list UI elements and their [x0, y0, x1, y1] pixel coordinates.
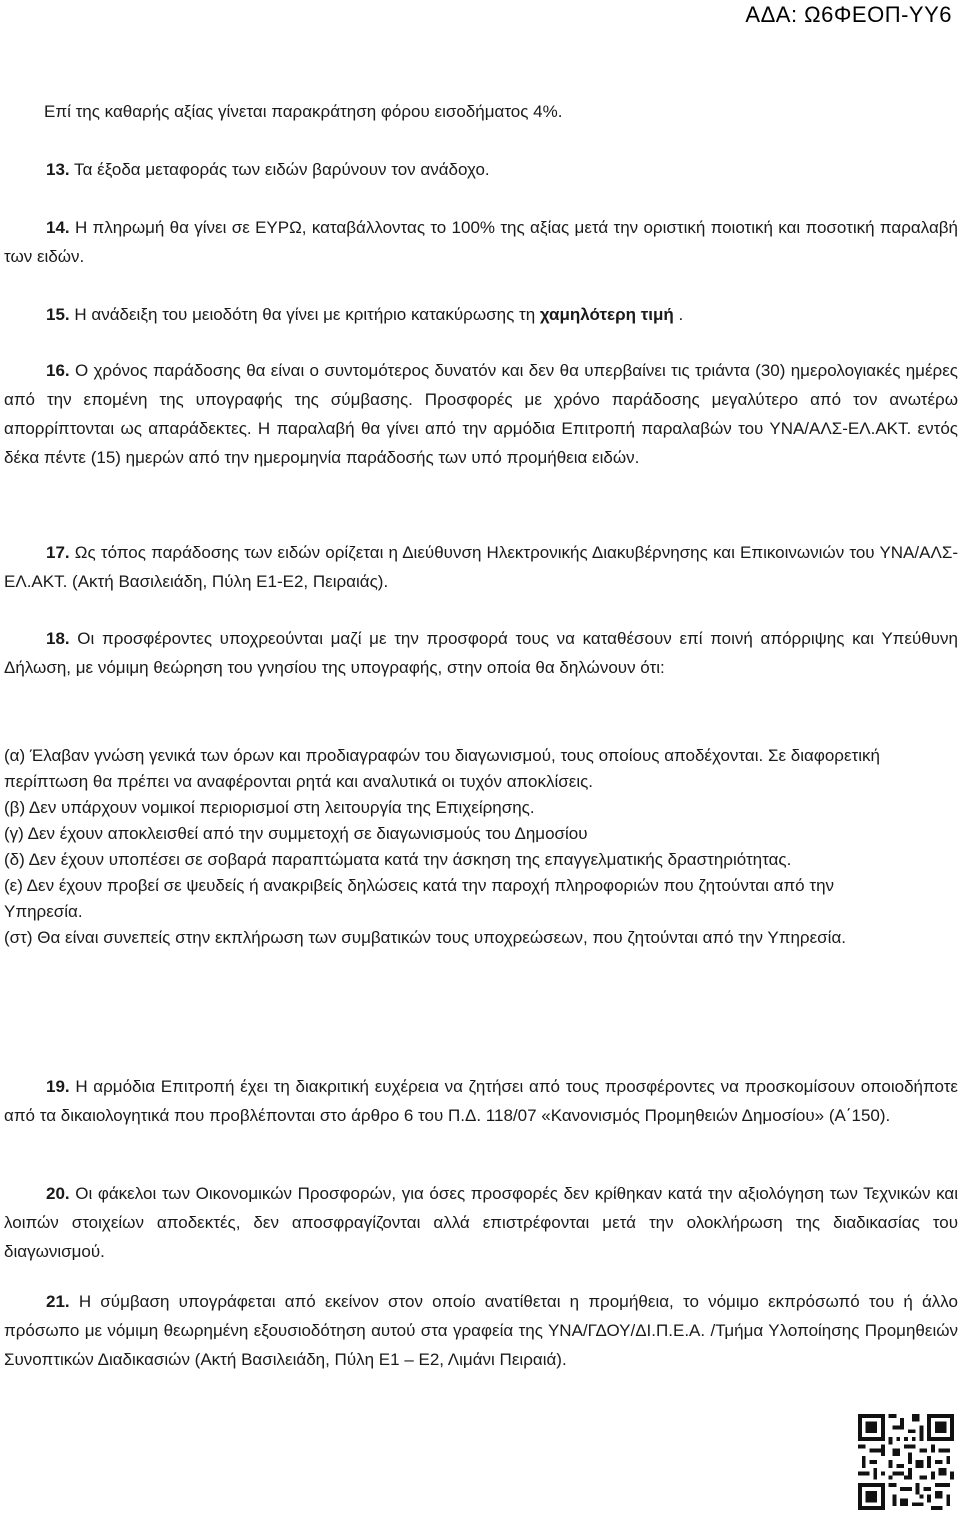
- qr-code-icon: [858, 1414, 954, 1510]
- item-number: 14.: [46, 218, 70, 237]
- item-number: 15.: [46, 305, 70, 324]
- paragraph-14: [4, 213, 958, 271]
- item-text: Οι προσφέροντες υποχρεούνται μαζί με την προσφορά τους να καταθέσουν επί ποινή απόρριψης και Υπεύθυνη Δήλωση, με νόμιμη θεώρηση του γνησίου της υπογραφής, στην οποία θα δηλώνουν ότι:: [4, 629, 958, 677]
- item-number: 13.: [46, 160, 70, 179]
- item-number: 17.: [46, 543, 70, 562]
- item-text: Ως τόπος παράδοσης των ειδών ορίζεται η Διεύθυνση Ηλεκτρονικής Διακυβέρνησης και Επικοινωνιών του ΥΝΑ/ΑΛΣ-ΕΛ.ΑΚΤ. (Ακτή Βασιλειάδη, Πύλη Ε1-Ε2, Πειραιάς).: [4, 543, 958, 591]
- document-code: ΑΔΑ: Ω6ΦΕΟΠ-ΥΥ6: [745, 2, 952, 27]
- item-number: 18.: [46, 629, 70, 648]
- item-text: Ο χρόνος παράδοσης θα είναι ο συντομότερος δυνατόν και δεν θα υπερβαίνει τις τριάντα (30) ημερολογιακές ημέρες από την επομένη της υπογραφής της σύμβασης. Προσφορές με χρόνο παράδοσης μεγαλύτερο από τον ανωτέρω απορρίπτονται ως απαράδεκτες. Η παραλαβή θα γίνει από την αρμόδια Επιτροπή παραλαβών του ΥΝΑ/ΑΛΣ-ΕΛ.ΑΚΤ. εντός δέκα πέντε (15) ημερών από την ημερομηνία παράδοσής των υπό προμήθεια ειδών.: [4, 361, 958, 467]
- declaration-c: (γ) Δεν έχουν αποκλεισθεί από την συμμετοχή σε διαγωνισμούς του Δημοσίου: [4, 824, 588, 843]
- paragraph-15: [4, 300, 958, 329]
- item-number: 19.: [46, 1077, 70, 1096]
- item-text: Η πληρωμή θα γίνει σε ΕΥΡΩ, καταβάλλοντας το 100% της αξίας μετά την οριστική ποιοτική και ποσοτική παραλαβή των ειδών.: [4, 218, 958, 266]
- paragraph-13: [4, 155, 958, 184]
- declaration-a: (α) Έλαβαν γνώση γενικά των όρων και προδιαγραφών του διαγωνισμού, τους οποίους αποδέχονται. Σε διαφορετική περίπτωση θα πρέπει να αναφέρονται ρητά και αναλυτικά οι τυχόν αποκλίσεις.: [4, 746, 881, 791]
- item-number: 16.: [46, 361, 70, 380]
- paragraph-20: [4, 1179, 958, 1266]
- paragraph-18: [4, 624, 958, 682]
- item-number: 20.: [46, 1184, 70, 1203]
- paragraph-19: [4, 1072, 958, 1130]
- declaration-e: (ε) Δεν έχουν προβεί σε ψευδείς ή ανακριβείς δηλώσεις κατά την παροχή πληροφοριών που ζητούνται από την Υπηρεσία.: [4, 876, 835, 921]
- item-text: Η σύμβαση υπογράφεται από εκείνον στον οποίο ανατίθεται η προμήθεια, το νόμιμο εκπρόσωπό του ή άλλο πρόσωπο με νόμιμη θεωρημένη εξουσιοδότηση αυτού στα γραφεία της ΥΝΑ/ΓΔΟΥ/ΔΙ.Π.Ε.Α. /Τμήμα Υλοποίησης Προμηθειών Συνοπτικών Διαδικασιών (Ακτή Βασιλειάδη, Πύλη Ε1 – Ε2, Λιμάνι Πειραιά).: [4, 1292, 958, 1369]
- item-number: 21.: [46, 1292, 70, 1311]
- item-tail: .: [673, 305, 684, 324]
- item-emphasis: χαμηλότερη τιμή: [539, 305, 674, 324]
- declaration-b: (β) Δεν υπάρχουν νομικοί περιορισμοί στη λειτουργία της Επιχείρησης.: [4, 798, 535, 817]
- paragraph-17: [4, 538, 958, 596]
- declaration-list: [4, 743, 884, 951]
- declaration-d: (δ) Δεν έχουν υποπέσει σε σοβαρά παραπτώματα κατά την άσκηση της επαγγελματικής δραστηριότητας.: [4, 850, 792, 869]
- paragraph-16: [4, 356, 958, 472]
- item-text: Οι φάκελοι των Οικονομικών Προσφορών, για όσες προσφορές δεν κρίθηκαν κατά την αξιολόγηση των Τεχνικών και λοιπών στοιχείων αποδεκτές, δεν αποσφραγίζονται αλλά επιστρέφονται μετά την ολοκλήρωση της διαδικασίας του διαγωνισμού.: [4, 1184, 958, 1261]
- paragraph-intro: Επί της καθαρής αξίας γίνεται παρακράτηση φόρου εισοδήματος 4%.: [44, 102, 563, 121]
- paragraph-21: [4, 1287, 958, 1374]
- item-text: Η ανάδειξη του μειοδότη θα γίνει με κριτήριο κατακύρωσης τη: [69, 305, 540, 324]
- item-text: Η αρμόδια Επιτροπή έχει τη διακριτική ευχέρεια να ζητήσει από τους προσφέροντες να προσκομίσουν οποιοδήποτε από τα δικαιολογητικά που προβλέπονται στο άρθρο 6 του Π.Δ. 118/07 «Κανονισμός Προμηθειών Δημοσίου» (Α΄150).: [4, 1077, 958, 1125]
- item-text: Τα έξοδα μεταφοράς των ειδών βαρύνουν τον ανάδοχο.: [69, 160, 490, 179]
- declaration-st: (στ) Θα είναι συνεπείς στην εκπλήρωση των συμβατικών τους υποχρεώσεων, που ζητούνται από την Υπηρεσία.: [4, 928, 846, 947]
